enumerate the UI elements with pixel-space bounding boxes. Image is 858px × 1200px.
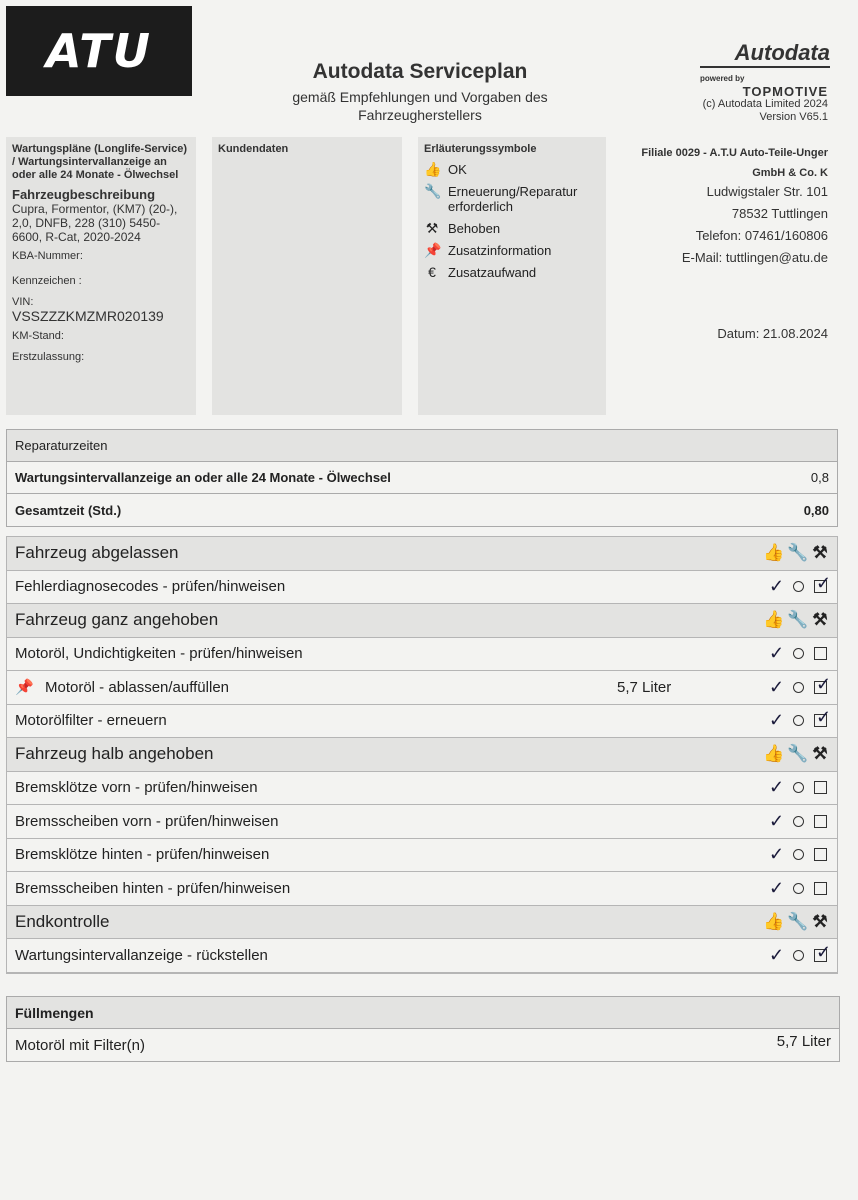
status-marks [769, 811, 827, 832]
total-time-label: Gesamtzeit (Std.) [15, 502, 122, 518]
legend-label: Behoben [448, 221, 501, 236]
legend-label: Zusatzinformation [448, 243, 552, 258]
vin-value: VSSZZZKMZMR020139 [12, 308, 164, 324]
fixed-checkbox[interactable] [814, 673, 832, 694]
table-row [7, 839, 837, 873]
table-row [7, 1029, 839, 1061]
table-row [7, 872, 837, 906]
section-row [7, 738, 837, 772]
version-text: Version V65.1 [759, 111, 828, 123]
fluids-header [7, 997, 839, 1029]
tools-icon: ⚒ [812, 744, 828, 764]
branch-info [600, 145, 828, 345]
legend-item [424, 243, 600, 258]
ok-checkmark[interactable]: ✓ [769, 877, 785, 898]
fixed-checkbox[interactable] [814, 848, 827, 861]
ok-checkmark[interactable]: ✓ [769, 777, 785, 798]
tools-icon: ⚒ [812, 911, 828, 931]
fixed-checkbox[interactable] [814, 815, 827, 828]
tools-icon: ⚒ [812, 543, 828, 563]
vehicle-description-value: Cupra, Formentor, (KM7) (20-), 2,0, DNFB, 228 (310) 5450-6600, R-Cat, 2020-2024 [12, 202, 178, 244]
section-label: Fahrzeug halb angehoben [15, 744, 214, 764]
legend-item [424, 162, 600, 177]
branch-name-2: GmbH & Co. K [752, 167, 828, 179]
section-label: Fahrzeug ganz angehoben [15, 610, 219, 630]
branch-phone: Telefon: 07461/160806 [695, 228, 828, 243]
status-marks [769, 673, 832, 698]
item-label: Motoröl, Undichtigkeiten - prüfen/hinweisen [15, 645, 303, 663]
repair-radio[interactable] [793, 682, 804, 693]
topmotive-logo: TOPMOTIVE [742, 84, 828, 99]
vin-label: VIN: [12, 296, 34, 308]
repair-radio[interactable] [793, 950, 804, 961]
section-icons [763, 610, 829, 630]
thumbs-up-icon: 👍 [763, 911, 785, 931]
autodata-info [700, 72, 828, 124]
thumbs-up-icon: 👍 [763, 543, 785, 563]
thumbs-up-icon: 👍 [763, 610, 785, 630]
section-label: Endkontrolle [15, 911, 110, 931]
section-icons [763, 543, 829, 563]
legend-label: Erneuerung/Reparatur erforderlich [448, 184, 578, 214]
fluids-table [6, 996, 840, 1062]
table-row [7, 939, 837, 973]
thumbs-up-icon: 👍 [424, 161, 442, 177]
subtitle-line-2: Fahrzeugherstellers [358, 107, 482, 123]
branch-city: 78532 Tuttlingen [731, 206, 828, 221]
section-icons [763, 912, 829, 932]
item-extra-value: 5,7 Liter [617, 678, 672, 696]
legend-item [424, 184, 600, 214]
fixed-checkbox[interactable] [814, 941, 832, 962]
fixed-checkbox[interactable] [814, 707, 832, 728]
fixed-checkbox[interactable] [814, 647, 827, 660]
fluid-item-label: Motoröl mit Filter(n) [15, 1036, 146, 1054]
item-label: Bremsklötze hinten - prüfen/hinweisen [15, 846, 270, 864]
legend-item [424, 265, 600, 280]
repair-item-label: Wartungsintervallanzeige an oder alle 24 Monate - Ölwechsel [15, 470, 391, 485]
repair-radio[interactable] [793, 849, 804, 860]
repair-times-title: Reparaturzeiten [15, 438, 108, 453]
wrench-icon: 🔧 [787, 610, 809, 630]
table-row [7, 805, 837, 839]
customer-panel [212, 137, 402, 415]
fluid-item-value: 5,7 Liter [776, 1033, 831, 1050]
page-title: Autodata Serviceplan [312, 60, 528, 83]
status-marks [769, 844, 827, 865]
section-row [7, 604, 837, 638]
vehicle-panel [6, 137, 196, 415]
wrench-icon: 🔧 [787, 543, 809, 563]
item-label: Motorölfilter - erneuern [15, 712, 167, 730]
customer-data-label: Kundendaten [218, 143, 289, 155]
status-marks [769, 941, 832, 966]
section-label: Fahrzeug abgelassen [15, 543, 179, 563]
copyright-text: (c) Autodata Limited 2024 [702, 98, 828, 110]
pin-icon: 📌 [15, 679, 34, 697]
table-row [7, 638, 837, 672]
pin-icon: 📌 [424, 242, 442, 258]
repair-radio[interactable] [793, 715, 804, 726]
maintenance-plan-label: Wartungspläne (Longlife-Service) / Wartungsintervallanzeige an oder alle 24 Monate - Ölwechsel [12, 143, 188, 181]
item-label: Bremsklötze vorn - prüfen/hinweisen [15, 779, 258, 797]
item-label: Wartungsintervallanzeige - rückstellen [15, 946, 268, 964]
table-row [7, 705, 837, 739]
euro-icon: € [428, 264, 436, 280]
total-time-value: 0,80 [803, 502, 829, 518]
subtitle-line-1: gemäß Empfehlungen und Vorgaben des [292, 89, 548, 105]
document-date: Datum: 21.08.2024 [717, 326, 828, 341]
license-plate-label: Kennzeichen : [12, 275, 82, 287]
section-row [7, 906, 837, 940]
fluids-title: Füllmengen [15, 1004, 94, 1021]
table-row [7, 772, 837, 806]
section-icons [763, 744, 829, 764]
first-registration-label: Erstzulassung: [12, 351, 85, 363]
legend-item [424, 221, 600, 236]
table-row [7, 571, 837, 605]
fixed-checkbox[interactable] [814, 573, 832, 594]
legend-label: Zusatzaufwand [448, 265, 537, 280]
fixed-checkbox[interactable] [814, 781, 827, 794]
ok-checkmark[interactable]: ✓ [769, 576, 785, 597]
repair-radio[interactable] [793, 648, 804, 659]
wrench-icon: 🔧 [424, 183, 442, 199]
item-label: Bremsscheiben hinten - prüfen/hinweisen [15, 879, 291, 897]
repair-item-value: 0,8 [810, 470, 829, 485]
status-marks [769, 573, 832, 597]
item-label: Motoröl - ablassen/auffüllen [45, 678, 229, 696]
kba-label: KBA-Nummer: [12, 250, 83, 262]
autodata-logo: Autodata [700, 40, 830, 68]
legend-title: Erläuterungssymbole [424, 143, 537, 155]
item-label: Fehlerdiagnosecodes - prüfen/hinweisen [15, 578, 286, 596]
atu-logo: ATU [6, 6, 192, 96]
legend-label: OK [448, 162, 467, 177]
thumbs-up-icon: 👍 [763, 744, 785, 764]
item-label: Bremsscheiben vorn - prüfen/hinweisen [15, 812, 279, 830]
ok-checkmark[interactable]: ✓ [769, 643, 785, 664]
legend-panel [418, 137, 606, 415]
repair-times-header [7, 430, 837, 462]
table-row [7, 462, 837, 494]
table-row [7, 494, 837, 526]
branch-street: Ludwigstaler Str. 101 [706, 184, 828, 199]
checkbox-checkmark: ✓ [816, 673, 832, 694]
ok-checkmark[interactable]: ✓ [769, 844, 785, 865]
ok-checkmark[interactable]: ✓ [769, 710, 785, 731]
ok-checkmark[interactable]: ✓ [769, 676, 785, 697]
mileage-label: KM-Stand: [12, 330, 64, 342]
repair-radio[interactable] [793, 581, 804, 592]
branch-name-1: Filiale 0029 - A.T.U Auto-Teile-Unger [641, 147, 828, 159]
section-row [7, 537, 837, 571]
wrench-icon: 🔧 [787, 744, 809, 764]
status-marks [769, 777, 827, 798]
repair-radio[interactable] [793, 883, 804, 894]
repair-times-table [6, 429, 838, 527]
wrench-icon: 🔧 [787, 911, 809, 931]
vehicle-description-label: Fahrzeugbeschreibung [12, 187, 156, 202]
repair-radio[interactable] [793, 782, 804, 793]
tools-icon: ⚒ [425, 220, 439, 236]
checkbox-checkmark: ✓ [816, 707, 832, 728]
status-marks [769, 643, 827, 664]
status-marks [769, 707, 832, 731]
status-marks [769, 878, 827, 899]
fixed-checkbox[interactable] [814, 882, 827, 895]
service-plan-table [6, 536, 838, 974]
repair-radio[interactable] [793, 816, 804, 827]
table-row [7, 671, 837, 705]
ok-checkmark[interactable]: ✓ [769, 944, 785, 965]
ok-checkmark[interactable]: ✓ [769, 810, 785, 831]
branch-email: E-Mail: tuttlingen@atu.de [681, 250, 828, 265]
powered-by-label: powered by [700, 74, 745, 83]
page-subtitle [260, 88, 580, 124]
tools-icon: ⚒ [812, 610, 828, 630]
checkbox-checkmark: ✓ [816, 573, 832, 594]
checkbox-checkmark: ✓ [816, 941, 832, 962]
